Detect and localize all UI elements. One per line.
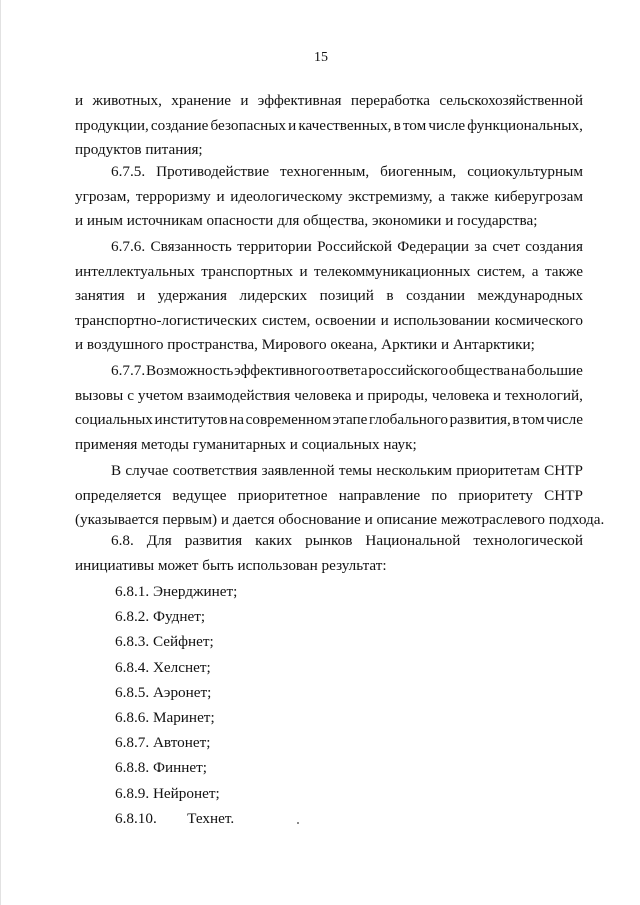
word: счет: [492, 238, 520, 255]
word: и: [355, 386, 364, 404]
text-line: [75, 117, 583, 135]
word: создания: [525, 238, 583, 255]
word: с: [127, 386, 134, 404]
word: продукции,: [75, 116, 149, 134]
word: систем,: [261, 311, 311, 329]
word: функциональных,: [467, 116, 583, 134]
word: и: [137, 287, 146, 305]
word: качественных,: [298, 116, 392, 134]
word: числе: [546, 411, 583, 429]
text-line: (указывается первым) и дается обоснование и описание межотраслевого подхода.: [75, 511, 605, 529]
word: а: [531, 262, 539, 280]
text-line: продуктов питания;: [75, 141, 203, 159]
word: занятия: [75, 287, 125, 305]
word: российского: [368, 362, 449, 379]
word: международных: [477, 287, 583, 305]
word: Возможность: [146, 362, 234, 379]
text-line: [75, 411, 583, 429]
word: этапе: [332, 411, 368, 429]
word: эффективная: [257, 92, 342, 109]
text-line: и иным источникам опасности для общества, экономики и государства;: [75, 212, 538, 230]
word: ведущее: [172, 486, 227, 504]
word: и: [216, 187, 225, 205]
word: СНТР: [544, 462, 583, 479]
text-line: применяя методы гуманитарных и социальных наук;: [75, 435, 417, 453]
word: 6.7.5.: [111, 163, 146, 180]
word: нескольким: [376, 462, 452, 479]
list-item: 6.8.7. Автонет;: [115, 734, 211, 752]
word: лидерских: [239, 287, 308, 305]
word: большие: [526, 362, 583, 379]
word: каких: [255, 532, 293, 549]
word: на: [510, 362, 526, 379]
word: том: [521, 411, 545, 429]
word: транспортных: [201, 262, 294, 280]
word: развития: [184, 532, 243, 549]
text-line: инициативы может быть использован результат:: [75, 556, 387, 574]
word: числе: [428, 116, 466, 134]
word: заявленной: [261, 462, 335, 479]
list-item: 6.8.1. Энерджинет;: [115, 583, 238, 600]
word: 6.7.7.: [111, 362, 146, 379]
word: техногенным,: [280, 163, 370, 180]
word: космического: [494, 311, 583, 329]
word: В: [111, 462, 122, 479]
word: в: [512, 411, 520, 429]
word: за: [474, 238, 488, 255]
word: Российской: [317, 238, 392, 255]
word: на: [229, 411, 245, 429]
word: и: [380, 311, 389, 329]
word: темы: [338, 462, 373, 479]
list-item: 6.8.10. Технет.: [115, 809, 235, 827]
word: создание: [150, 116, 209, 134]
list-item: 6.8.4. Хелснет;: [115, 658, 211, 676]
word: технологической: [473, 532, 583, 549]
word: хранение: [171, 92, 232, 109]
word: телекоммуникационных: [314, 262, 471, 280]
text-line: [75, 312, 583, 330]
word: систем,: [476, 262, 526, 280]
word: безопасных: [210, 116, 287, 134]
text-line: [111, 462, 583, 480]
text-line: [111, 362, 583, 380]
word: Национальной: [365, 532, 461, 549]
word: и: [240, 92, 249, 109]
word: технологий,: [505, 386, 583, 404]
list-item: 6.8.6. Маринет;: [115, 709, 215, 726]
word: определяется: [75, 486, 162, 504]
text-line: [75, 263, 583, 281]
word: транспортно-логистических: [75, 311, 258, 329]
word: 6.7.6.: [111, 238, 146, 255]
word: создании: [406, 287, 465, 305]
word: Для: [146, 532, 172, 549]
list-item: 6.8.8. Финнет;: [115, 759, 207, 777]
word: глобального: [369, 411, 448, 429]
text-line: [111, 163, 583, 181]
word: биогенным,: [380, 163, 457, 180]
word: позиций: [319, 287, 374, 305]
list-item: 6.8.2. Фуднет;: [115, 608, 206, 626]
word: приоритетам: [456, 462, 540, 479]
word: и: [75, 92, 84, 109]
word: сельскохозяйственной: [439, 92, 583, 109]
word: Связанность: [150, 238, 232, 255]
word: терроризму: [135, 187, 211, 205]
word: современном: [245, 411, 332, 429]
text-line: [75, 188, 583, 206]
word: приоритету: [458, 486, 533, 504]
word: идеологическому: [230, 187, 343, 205]
word: территории: [237, 238, 312, 255]
word: СНТР: [544, 486, 583, 504]
word: учетом: [137, 386, 184, 404]
word: экстремизму,: [348, 187, 433, 205]
word: эффективного: [234, 362, 326, 379]
text-line: [75, 92, 583, 110]
word: животных,: [92, 92, 162, 109]
word: социокультурным: [467, 163, 583, 180]
word: интеллектуальных: [75, 262, 195, 280]
word: направление: [338, 486, 421, 504]
word: вызовы: [75, 386, 124, 404]
word: ответа: [326, 362, 368, 379]
word: в: [386, 287, 394, 305]
word: также: [544, 262, 583, 280]
text-line: [111, 532, 583, 550]
word: по: [431, 486, 448, 504]
word: а: [438, 187, 446, 205]
word: киберугрозам: [494, 187, 583, 205]
word: развития,: [449, 411, 511, 429]
text-line: [111, 238, 583, 256]
word: том: [402, 116, 427, 134]
word: удержания: [157, 287, 227, 305]
word: рынков: [305, 532, 353, 549]
word: 6.8.: [111, 532, 134, 549]
page-number: 15: [314, 50, 328, 65]
word: в: [393, 116, 401, 134]
list-item: 6.8.9. Нейронет;: [115, 784, 220, 802]
word: и: [299, 262, 308, 280]
word: Федерации: [397, 238, 470, 255]
word: институтов: [154, 411, 228, 429]
text-line: [75, 487, 583, 505]
list-item: 6.8.5. Аэронет;: [115, 683, 212, 701]
text-line: и воздушного пространства, Мирового океана, Арктики и Антарктики;: [75, 336, 535, 354]
word: человека: [294, 386, 352, 404]
word: соответствия: [172, 462, 258, 479]
word: природы,: [367, 386, 428, 404]
word: приоритетное: [237, 486, 328, 504]
word: использовании: [393, 311, 490, 329]
word: Противодействие: [156, 163, 270, 180]
list-item: 6.8.3. Сейфнет;: [115, 633, 214, 651]
word: случае: [125, 462, 169, 479]
word: и: [288, 116, 297, 134]
word: взаимодействия: [187, 386, 291, 404]
word: общества: [448, 362, 511, 379]
word: и: [493, 386, 502, 404]
word: также: [450, 187, 489, 205]
scan-speck: [297, 822, 299, 824]
text-line: [75, 387, 583, 405]
word: переработка: [350, 92, 431, 109]
word: человека: [431, 386, 490, 404]
text-line: [75, 287, 583, 305]
word: освоении: [315, 311, 376, 329]
word: социальных: [75, 411, 153, 429]
word: угрозам,: [75, 187, 131, 205]
